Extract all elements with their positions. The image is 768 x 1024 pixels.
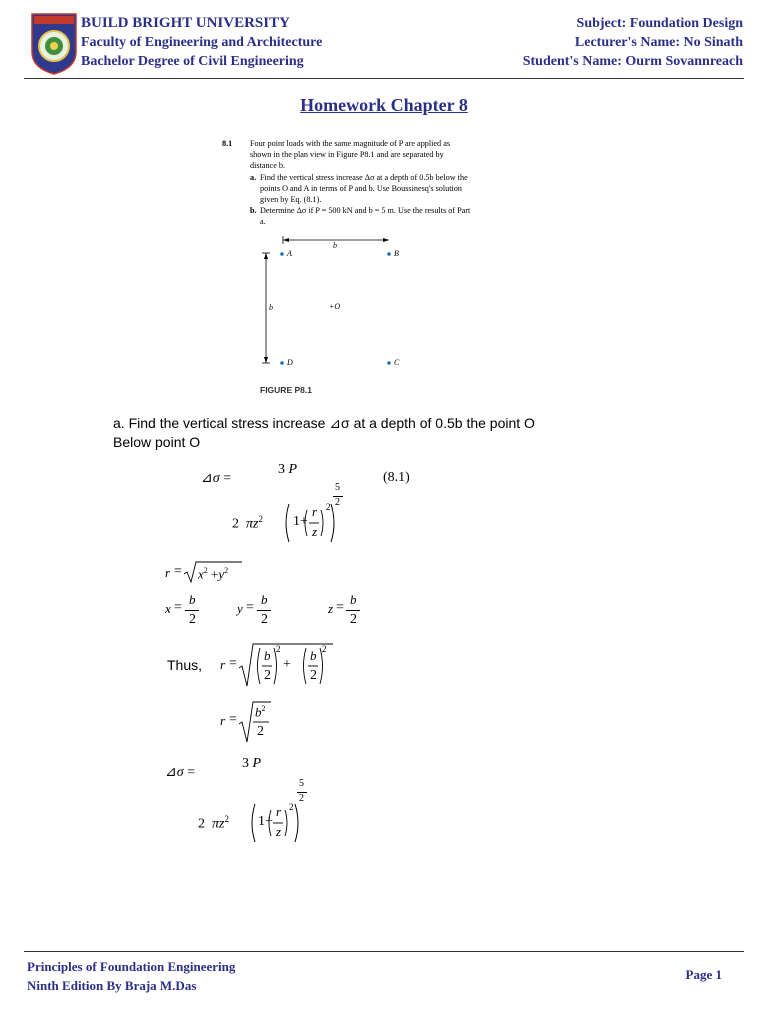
equation-8-1: ⊿σ = 3 P (8.1) 5 2 2 $\pi z^2$ 1+ r z 2 bbox=[195, 462, 455, 552]
label-dim-b-horizontal: b bbox=[333, 241, 337, 250]
subject-line: Subject: Foundation Design bbox=[576, 16, 743, 31]
figure-caption: FIGURE P8.1 bbox=[260, 385, 312, 395]
equation-reference: (8.1) bbox=[383, 470, 410, 485]
page-title bbox=[0, 95, 768, 116]
question-line-2: Below point O bbox=[113, 434, 201, 450]
student-line: Student's Name: Ourm Sovannreach bbox=[522, 54, 743, 69]
point-d-dot bbox=[280, 361, 284, 365]
part-b-label: b. bbox=[250, 206, 257, 216]
faculty-name: Faculty of Engineering and Architecture bbox=[81, 35, 323, 50]
point-b-dot bbox=[387, 252, 391, 256]
label-point-a: A bbox=[287, 249, 292, 258]
thus-label: Thus, bbox=[167, 657, 203, 673]
label-point-o: +O bbox=[329, 302, 341, 311]
problem-block bbox=[222, 138, 472, 228]
equation-r-substituted: r = b 2 2 + b 2 2 bbox=[220, 642, 340, 690]
figure-p8-1 bbox=[255, 230, 415, 380]
footer-left bbox=[27, 957, 235, 995]
degree-name: Bachelor Degree of Civil Engineering bbox=[81, 54, 304, 69]
label-point-b: B bbox=[394, 249, 399, 258]
question-block bbox=[113, 414, 535, 452]
equation-r-definition: r = $x^2 +y^2$ bbox=[165, 560, 285, 586]
page-number: Page 1 bbox=[685, 967, 722, 982]
question-line-1: a. Find the vertical stress increase ⊿σ at a depth of 0.5b the point O bbox=[113, 415, 535, 431]
problem-number: 8.1 bbox=[222, 139, 233, 148]
label-point-c: C bbox=[394, 358, 400, 367]
footer-rule bbox=[24, 951, 744, 952]
point-a-dot bbox=[280, 252, 284, 256]
part-a-text: Find the vertical stress increase Δσ at a depth of 0.5b below the points O and A in terms of P and b. Use Boussinesq's solution given by Eq. (8.1). bbox=[260, 172, 468, 205]
problem-intro: Four point loads with the same magnitude of P are applied as shown in the plan view in Figure P8.1 and are separated by distance b. bbox=[250, 139, 451, 171]
label-dim-b-vertical: b bbox=[269, 303, 273, 312]
header-rule bbox=[24, 78, 744, 79]
university-logo bbox=[30, 12, 78, 76]
part-a-label: a. bbox=[250, 172, 257, 182]
equation-xyz: x = b 2 y = b 2 z = b 2 bbox=[165, 592, 385, 632]
page-title-text: Homework Chapter 8 bbox=[300, 95, 468, 115]
part-b-text: Determine Δσ if P = 500 kN and b = 5 m. Use the results of Part a. bbox=[260, 206, 471, 227]
university-name: BUILD BRIGHT UNIVERSITY bbox=[81, 15, 290, 31]
equation-8-1-repeat: ⊿σ = 3 P 5 2 2 $\pi z^2$ 1+ r z 2 bbox=[165, 756, 385, 846]
point-c-dot bbox=[387, 361, 391, 365]
header-right bbox=[523, 14, 743, 71]
header-left bbox=[81, 14, 322, 71]
equation-r-simplified: r = $b^2$ 2 bbox=[220, 700, 290, 746]
book-edition: Ninth Edition By Braja M.Das bbox=[27, 978, 197, 993]
lecturer-line: Lecturer's Name: No Sinath bbox=[574, 35, 743, 50]
book-title: Principles of Foundation Engineering bbox=[27, 959, 236, 974]
label-point-d: D bbox=[287, 358, 293, 367]
